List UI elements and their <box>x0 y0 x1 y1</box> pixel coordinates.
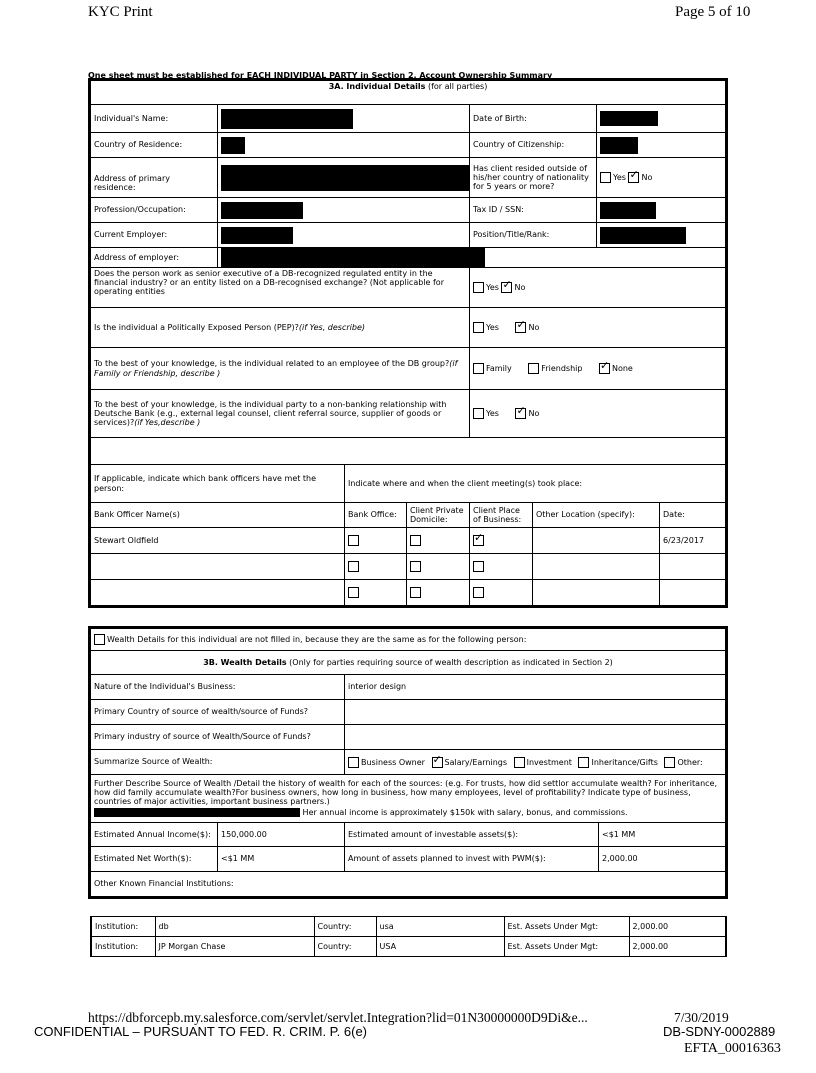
income-row <box>91 823 726 847</box>
other-institutions-label: Other Known Financial Institutions: <box>91 872 726 897</box>
business-value: interior design <box>345 675 726 700</box>
pep-hint: (if Yes, describe) <box>298 322 365 332</box>
individual-details-table <box>90 80 726 606</box>
position-label: Position/Title/Rank: <box>470 223 597 248</box>
income-label: Estimated Annual Income($): <box>91 823 218 847</box>
country-label: Country: <box>314 937 376 957</box>
redacted-dob <box>600 111 658 126</box>
pep-yes-checkbox[interactable] <box>473 322 484 333</box>
bank-office-checkbox[interactable] <box>348 561 359 572</box>
describe-instructions: Further Describe Source of Wealth /Detail the history of wealth for each of the sources: (e.g. For trusts, how did settlor accumulate wealth? For inheritance, how did family accumulate wealth?For business owners, how long in business, how many employees, level of profitability? Indicate type of business, countries of major activities, important business partners.) <box>94 779 717 807</box>
institution-row <box>91 917 726 937</box>
domicile-checkbox[interactable] <box>410 561 421 572</box>
institution-country: usa <box>376 917 504 937</box>
redacted-citizenship <box>600 137 638 154</box>
address-row <box>91 158 726 198</box>
section-3a-title-row <box>91 81 726 105</box>
business-owner-label: Business Owner <box>361 757 425 767</box>
friendship-checkbox[interactable] <box>528 363 539 374</box>
col-other: Other Location (specify): <box>533 503 660 528</box>
residence-row <box>91 133 726 158</box>
name-row <box>91 105 726 133</box>
meeting-row <box>91 580 726 606</box>
profession-row <box>91 198 726 223</box>
net-worth-label: Estimated Net Worth($): <box>91 847 218 872</box>
dob-label: Date of Birth: <box>470 105 597 133</box>
summarize-row <box>91 750 726 775</box>
senior-exec-no-checkbox[interactable] <box>501 282 512 293</box>
print-date: 7/30/2019 <box>674 1010 729 1025</box>
primary-country-label: Primary Country of source of wealth/source of Funds? <box>91 700 345 725</box>
col-office: Bank Office: <box>345 503 407 528</box>
salary-label: Salary/Earnings <box>444 757 508 767</box>
pep-yes-label: Yes <box>486 323 499 332</box>
outside-no-checkbox[interactable] <box>628 172 639 183</box>
confidential-notice: CONFIDENTIAL – PURSUANT TO FED. R. CRIM. P. 6(e) <box>34 1024 368 1039</box>
family-label: Family <box>486 364 512 373</box>
section-3b-title-row <box>91 651 726 675</box>
friendship-label: Friendship <box>541 364 583 373</box>
outside-yes-label: Yes <box>613 173 626 182</box>
employer-address-label: Address of employer: <box>91 248 218 268</box>
institution-row <box>91 937 726 957</box>
place-of-business-checkbox[interactable] <box>473 587 484 598</box>
residence-label: Country of Residence: <box>91 133 218 158</box>
col-officer: Bank Officer Name(s) <box>91 503 345 528</box>
domicile-checkbox[interactable] <box>410 535 421 546</box>
business-label: Nature of the Individual's Business: <box>91 675 345 700</box>
business-row <box>91 675 726 700</box>
senior-exec-row <box>91 268 726 308</box>
place-of-business-checkbox[interactable] <box>473 561 484 572</box>
none-label: None <box>611 364 633 373</box>
not-filled-label: Wealth Details for this individual are not filled in, because they are the same as for the following person: <box>107 635 527 644</box>
other-source-checkbox[interactable] <box>664 757 675 768</box>
senior-exec-no-label: No <box>514 283 526 292</box>
primary-industry-row <box>91 725 726 750</box>
address-label: Address of primary residence: <box>91 158 218 198</box>
none-checkbox[interactable] <box>599 363 610 374</box>
pep-no-checkbox[interactable] <box>515 322 526 333</box>
institution-label: Institution: <box>91 917 155 937</box>
redacted-address <box>221 165 469 191</box>
business-owner-checkbox[interactable] <box>348 757 359 768</box>
nonbank-no-checkbox[interactable] <box>515 408 526 419</box>
col-date: Date: <box>660 503 726 528</box>
meeting-header-row <box>91 503 726 528</box>
summarize-label: Summarize Source of Wealth: <box>91 750 345 775</box>
redacted-name <box>221 109 353 129</box>
meeting-date: 6/23/2017 <box>660 528 726 554</box>
nonbank-yes-checkbox[interactable] <box>473 408 484 419</box>
bank-office-checkbox[interactable] <box>348 587 359 598</box>
primary-country-row <box>91 700 726 725</box>
other-institutions-row <box>91 872 726 897</box>
investable-label: Estimated amount of investable assets($): <box>345 823 599 847</box>
officer-name: Stewart Oldfield <box>91 528 345 554</box>
related-row <box>91 348 726 390</box>
section-heading: One sheet must be established for EACH INDIVIDUAL PARTY in Section 2. Account Ownership Summary <box>88 71 553 80</box>
describe-row <box>91 775 726 823</box>
other-source-label: Other: <box>677 757 703 767</box>
outside-nationality-question: Has client resided outside of his/her country of nationality for 5 years or more? <box>470 158 597 198</box>
page-number: Page 5 of 10 <box>675 4 751 20</box>
related-question: To the best of your knowledge, is the individual related to an employee of the DB group? <box>94 359 450 369</box>
institutions-table <box>90 916 727 957</box>
pep-question: Is the individual a Politically Exposed Person (PEP)? <box>94 322 299 332</box>
redacted-position <box>600 227 686 244</box>
officers-label: If applicable, indicate which bank officers have met the person: <box>91 465 345 503</box>
redacted-tax-id <box>600 202 656 219</box>
senior-exec-yes-label: Yes <box>486 283 499 292</box>
redacted-profession <box>221 202 303 219</box>
institution-country: USA <box>376 937 504 957</box>
bank-office-checkbox[interactable] <box>348 535 359 546</box>
meeting-row <box>91 528 726 554</box>
section-3b-title: 3B. Wealth Details <box>203 657 287 667</box>
institution-name: JP Morgan Chase <box>155 937 314 957</box>
income-description: Her annual income is approximately $150k with salary, bonus, and commissions. <box>302 807 628 817</box>
inheritance-checkbox[interactable] <box>578 757 589 768</box>
employer-row <box>91 223 726 248</box>
net-worth-row <box>91 847 726 872</box>
inheritance-label: Inheritance/Gifts <box>591 757 658 767</box>
redacted-employer <box>221 227 293 244</box>
income-value: 150,000.00 <box>218 823 345 847</box>
source-url: https://dbforcepb.my.salesforce.com/servlet/servlet.Integration?lid=01N30000000D9Di&e... <box>88 1010 588 1025</box>
investable-value: <$1 MM <box>599 823 726 847</box>
related-hint: (if Family or Friendship, describe ) <box>94 359 458 378</box>
employer-label: Current Employer: <box>91 223 218 248</box>
country-label: Country: <box>314 917 376 937</box>
planned-label: Amount of assets planned to invest with PWM($): <box>345 847 599 872</box>
wealth-details-table <box>90 628 726 897</box>
investment-label: Investment <box>526 757 572 767</box>
not-filled-row <box>91 629 726 651</box>
primary-industry-label: Primary industry of source of Wealth/Source of Funds? <box>91 725 345 750</box>
institution-name: db <box>155 917 314 937</box>
aum-label: Est. Assets Under Mgt: <box>504 937 629 957</box>
section-3b-subtitle: (Only for parties requiring source of wealth description as indicated in Section 2) <box>286 657 613 667</box>
senior-exec-yes-checkbox[interactable] <box>473 282 484 293</box>
efta-number: EFTA_00016363 <box>684 1041 781 1056</box>
investment-checkbox[interactable] <box>514 757 525 768</box>
col-domicile: Client Private Domicile: <box>407 503 470 528</box>
pep-row <box>91 308 726 348</box>
name-label: Individual's Name: <box>91 105 218 133</box>
meeting-intro-row <box>91 465 726 503</box>
col-business: Client Place of Business: <box>470 503 533 528</box>
planned-value: 2,000.00 <box>599 847 726 872</box>
spacer-row <box>91 438 726 465</box>
bates-number: DB-SDNY-0002889 <box>663 1024 776 1039</box>
outside-yes-checkbox[interactable] <box>600 172 611 183</box>
institution-aum: 2,000.00 <box>629 917 726 937</box>
net-worth-value: <$1 MM <box>218 847 345 872</box>
print-header-title: KYC Print <box>88 4 153 20</box>
redacted-residence <box>221 137 245 154</box>
tax-id-label: Tax ID / SSN: <box>470 198 597 223</box>
aum-label: Est. Assets Under Mgt: <box>504 917 629 937</box>
profession-label: Profession/Occupation: <box>91 198 218 223</box>
senior-exec-question: Does the person work as senior executive of a DB-recognized regulated entity in the financial industry? or an entity listed on a DB-recognised exchange? (Not applicable for operating entities <box>91 268 470 308</box>
place-of-business-checkbox[interactable] <box>473 535 484 546</box>
salary-checkbox[interactable] <box>432 757 443 768</box>
domicile-checkbox[interactable] <box>410 587 421 598</box>
pep-no-label: No <box>528 323 540 332</box>
employer-address-row <box>91 248 726 268</box>
redacted-wealth-description <box>94 808 300 817</box>
nonbank-hint: (if Yes,describe ) <box>134 418 201 428</box>
nonbank-yes-label: Yes <box>486 409 499 418</box>
nonbank-row <box>91 390 726 438</box>
meeting-label: Indicate where and when the client meeting(s) took place: <box>345 465 726 503</box>
nonbank-question: To the best of your knowledge, is the individual party to a non-banking relationship with Deutsche Bank (e.g., external legal counsel, client referral source, supplier of goods or services)? <box>94 399 447 428</box>
citizenship-label: Country of Citizenship: <box>470 133 597 158</box>
meeting-row <box>91 554 726 580</box>
family-checkbox[interactable] <box>473 363 484 374</box>
section-3a-subtitle: (for all parties) <box>425 82 488 91</box>
not-filled-checkbox[interactable] <box>94 634 105 645</box>
section-3a-title: 3A. Individual Details <box>328 82 426 91</box>
nonbank-no-label: No <box>528 409 540 418</box>
institution-aum: 2,000.00 <box>629 937 726 957</box>
redacted-employer-address <box>221 248 485 267</box>
institution-label: Institution: <box>91 937 155 957</box>
outside-no-label: No <box>641 173 653 182</box>
